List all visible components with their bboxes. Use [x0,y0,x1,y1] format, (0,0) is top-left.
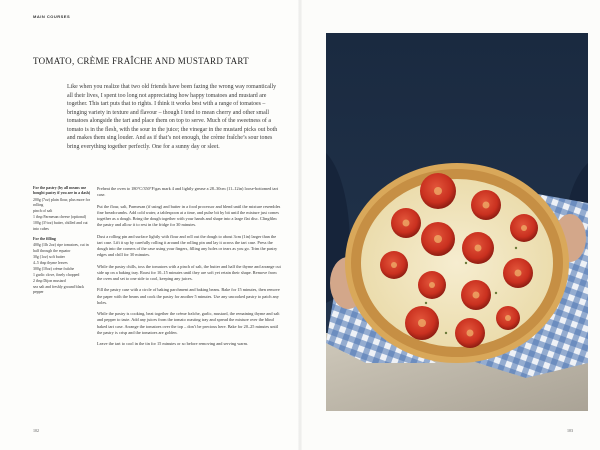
method-step: Dust a rolling pin and surface lightly with flour and roll out the dough to about 3cm (1in) larger than the tart case. Lift it up by carefully rolling it around the rolling pin and lay it across the tart case. Press the dough into the corners of the case using your fingers, filling any holes or tears as you go. Trim the pastry edges and chill for 30 minutes. [97,233,278,258]
ingredient-item: pinch of salt [33,209,53,214]
ingredient-item: 400g (1lb 2oz) ripe tomatoes, cut in half through the equator [33,243,89,253]
ingredient-item: 2 tbsp Dijon mustard [33,278,66,283]
ingredient-item: 300g (10oz) crème fraîche [33,266,75,271]
tart-photo-illustration [326,33,588,411]
page-number-right: 103 [567,428,573,433]
ingredient-group-filling [33,237,91,296]
ingredients-column [33,186,91,301]
running-head: MAIN COURSES [33,14,71,19]
method-step: Fill the pastry case with a circle of baking parchment and baking beans. Bake for 15 minutes, then remove the paper with the beans and cook the pastry for another 5 minutes. Use any uncooked pastry to patch any holes. [97,287,280,305]
method-step: Leave the tart to cool in the tin for 15 minutes or so before removing and serving warm. [97,341,249,347]
ingredient-item: 4–5 tbsp thyme leaves [33,260,68,265]
page-number-left: 102 [33,428,39,433]
method-column [97,186,281,353]
tart-photo [326,33,588,411]
method-step: Preheat the oven to 180°C/350°F/gas mark 4 and lightly grease a 28–30cm (11–12in) loose-bottomed tart case. [97,186,279,198]
method-step: While the pastry chills, toss the tomatoes with a pinch of salt, the butter and half the thyme and arrange cut side up on a baking tray. Roast for 10–15 minutes until they are soft yet retain their shape. Remove from the oven and set to one side to cool, keeping any juices. [97,263,281,281]
book-gutter [298,0,302,450]
ingredient-item: 1 garlic clove, finely chopped [33,272,80,277]
ingredient-item: sea salt and freshly ground black pepper [33,284,85,295]
ingredient-item: 30g (1oz) soft butter [33,254,65,259]
recipe-intro: Like when you realize that two old friends have been fazing the wrong way romantically all their lives, I spent too long not appreciating how happy tomatoes and mustard are together. This tart puts that to rights. I think it works best with a range of tomatoes – bringing variety in texture and flavour – though I tend to mean cherry and other small tomatoes alongside the tart and place them on top to serve. Much of the sweetness of a tomato is in the flesh, with the sour in the juice; the vinegar in the mustard picks out both and makes them sing louder. And as if that’s not enough, the crème fraîche’s sour tones bring everything together perfectly. One for a sunny day or sleet. [67,84,278,150]
ingredient-item: 1 tbsp Parmesan cheese (optional) [33,215,87,220]
ingredient-item: 100g (3½oz) butter, chilled and cut into cubes [33,221,88,231]
ingredient-group-heading: For the pastry (by all means use bought pastry if you are in a dash) [33,186,91,196]
ingredient-item: 200g (7oz) plain flour, plus more for rolling [33,197,91,208]
method-step: Put the flour, salt, Parmesan (if using) and butter in a food processor and blend until the mixture resembles fine breadcrumbs. Add cold water, a tablespoon at a time, and pulse bit by bit until the mixture just comes together as a dough. Bring the dough together with your hands and shape into a large flat disc. Clingfilm the pastry and allow it to rest in the fridge for 30 minutes. [97,203,281,228]
ingredient-group-heading: For the filling [33,237,56,242]
ingredient-group-pastry [33,186,91,232]
method-step: While the pastry is cooking, beat together the crème fraîche, garlic, mustard, the remaining thyme and salt and pepper to taste. Add any juices from the tomato roasting tray and spread the mixture over the blind baked tart case. Arrange the tomatoes over the top – don’t be precious here. Bake for 20–25 minutes until the pastry is crisp and the tomatoes are golden. [97,311,280,335]
recipe-title: TOMATO, CRÈME FRAÎCHE AND MUSTARD TART [33,56,249,66]
